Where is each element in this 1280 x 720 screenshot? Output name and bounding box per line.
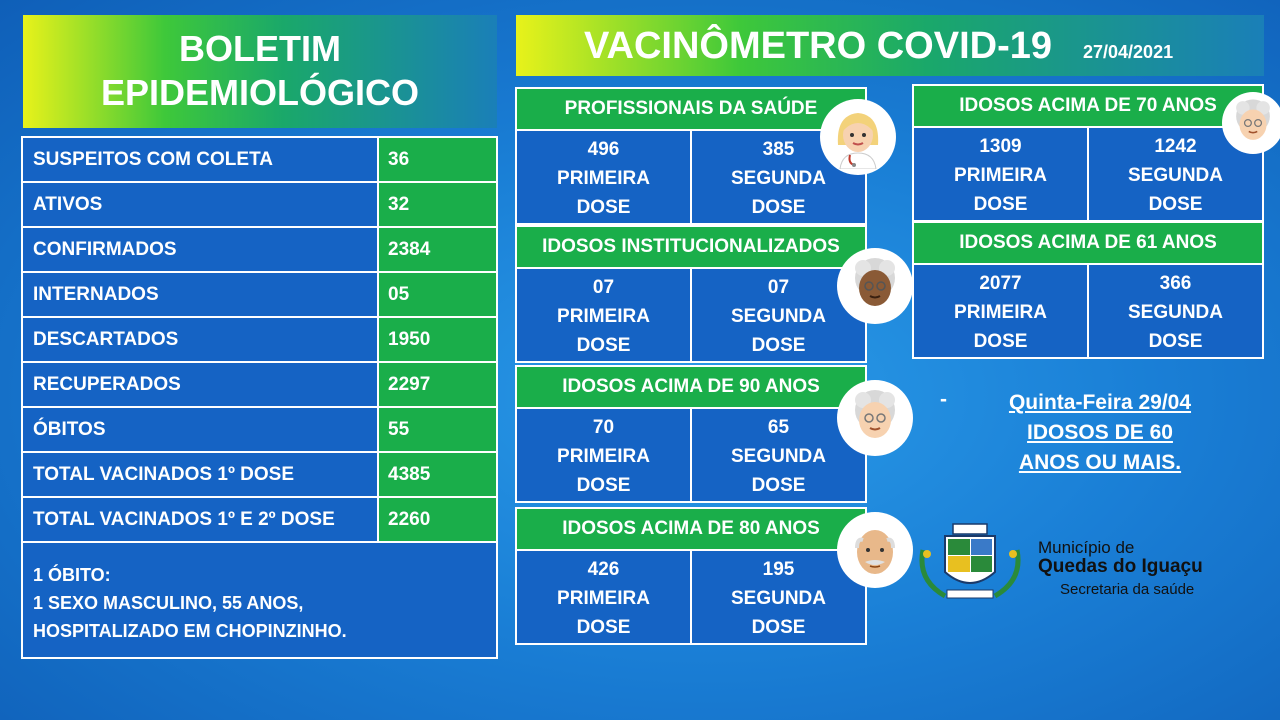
dose-label: DOSE [1148, 194, 1203, 215]
stat-value: 2260 [379, 498, 496, 541]
table-row [23, 228, 496, 273]
vaccine-group-acima-61 [912, 221, 1264, 359]
second-dose-count: 385 [762, 139, 795, 160]
epidemiological-table [21, 136, 498, 659]
stat-value: 32 [379, 183, 496, 226]
municipality-logo [915, 515, 1265, 605]
first-dose-count: 426 [587, 559, 620, 580]
first-dose-cell [914, 265, 1087, 357]
second-dose-label: SEGUNDA [730, 306, 826, 327]
logo-city-name: Quedas do Iguaçu [1038, 556, 1203, 577]
boletim-banner [23, 15, 497, 128]
first-dose-count: 70 [592, 417, 615, 438]
stat-value: 1950 [379, 318, 496, 361]
second-dose-cell [1087, 265, 1262, 357]
first-dose-cell [517, 269, 690, 361]
first-dose-label: PRIMEIRA [557, 446, 650, 467]
first-dose-cell [517, 409, 690, 501]
table-row [23, 363, 496, 408]
first-dose-label: PRIMEIRA [954, 165, 1047, 186]
first-dose-count: 1309 [979, 136, 1022, 157]
elderly-woman-icon [837, 380, 913, 456]
table-row [23, 498, 496, 543]
table-row [23, 453, 496, 498]
dose-label: DOSE [576, 335, 631, 356]
nurse-avatar-icon [820, 99, 896, 175]
table-row [23, 183, 496, 228]
elderly-woman-dark-icon [837, 248, 913, 324]
stat-label: ATIVOS [23, 183, 379, 226]
dose-label: DOSE [576, 197, 631, 218]
first-dose-label: PRIMEIRA [557, 588, 650, 609]
dose-label: DOSE [576, 475, 631, 496]
schedule-notice [940, 388, 1230, 478]
note-line2: 1 SEXO MASCULINO, 55 ANOS, [33, 593, 304, 613]
vaccine-group-title: PROFISSIONAIS DA SAÚDE [517, 89, 865, 131]
stat-value: 55 [379, 408, 496, 451]
coat-of-arms-icon [915, 520, 1025, 602]
second-dose-count: 1242 [1154, 136, 1197, 157]
schedule-line2: IDOSOS DE 60 [1027, 421, 1173, 444]
bullet-dash: - [940, 388, 947, 411]
schedule-line3: ANOS OU MAIS. [1018, 451, 1182, 474]
second-dose-label: SEGUNDA [730, 588, 826, 609]
second-dose-count: 65 [767, 417, 790, 438]
vacinometro-title: VACINÔMETRO COVID-19 [584, 25, 1053, 67]
stat-label: RECUPERADOS [23, 363, 379, 406]
note-line1: 1 ÓBITO: [33, 565, 111, 585]
dose-label: DOSE [576, 617, 631, 638]
elderly-woman-icon [1222, 92, 1280, 154]
vaccine-group-title: IDOSOS ACIMA DE 80 ANOS [517, 509, 865, 551]
stat-label: DESCARTADOS [23, 318, 379, 361]
vaccine-group-title: IDOSOS ACIMA DE 90 ANOS [517, 367, 865, 409]
first-dose-count: 2077 [979, 273, 1022, 294]
dose-label: DOSE [751, 617, 806, 638]
stat-value: 2297 [379, 363, 496, 406]
second-dose-count: 07 [767, 277, 790, 298]
schedule-line1: Quinta-Feira 29/04 [1008, 391, 1192, 414]
second-dose-label: SEGUNDA [730, 168, 826, 189]
boletim-title-line1: BOLETIM [179, 28, 341, 69]
first-dose-count: 496 [587, 139, 620, 160]
first-dose-cell [914, 128, 1087, 220]
vaccine-group-acima-70 [912, 84, 1264, 222]
dose-label: DOSE [751, 475, 806, 496]
vaccine-group-institucionalizados [515, 225, 867, 363]
first-dose-label: PRIMEIRA [954, 302, 1047, 323]
first-dose-cell [517, 131, 690, 223]
stat-label: ÓBITOS [23, 408, 379, 451]
first-dose-count: 07 [592, 277, 615, 298]
logo-department: Secretaria da saúde [1060, 581, 1195, 598]
first-dose-label: PRIMEIRA [557, 306, 650, 327]
stat-value: 36 [379, 138, 496, 181]
stat-label: INTERNADOS [23, 273, 379, 316]
second-dose-cell [690, 551, 865, 643]
note-line3: HOSPITALIZADO EM CHOPINZINHO. [33, 621, 347, 641]
stat-label: TOTAL VACINADOS 1º E 2º DOSE [23, 498, 379, 541]
stat-label: TOTAL VACINADOS 1º DOSE [23, 453, 379, 496]
dose-label: DOSE [751, 335, 806, 356]
stat-label: CONFIRMADOS [23, 228, 379, 271]
stat-value: 4385 [379, 453, 496, 496]
report-date: 27/04/2021 [1083, 42, 1174, 62]
logo-municipio-label: Município de [1038, 538, 1135, 557]
table-row [23, 273, 496, 318]
table-row [23, 408, 496, 453]
boletim-title-line2: EPIDEMIOLÓGICO [100, 72, 420, 113]
elderly-man-icon [837, 512, 913, 588]
dose-label: DOSE [751, 197, 806, 218]
vaccine-group-title: IDOSOS ACIMA DE 61 ANOS [914, 223, 1262, 265]
vaccine-group-acima-80 [515, 507, 867, 645]
vaccine-group-title: IDOSOS ACIMA DE 70 ANOS [914, 86, 1262, 128]
table-row [23, 318, 496, 363]
second-dose-label: SEGUNDA [1127, 302, 1223, 323]
table-row [23, 138, 496, 183]
death-note [23, 543, 496, 657]
vaccine-group-acima-90 [515, 365, 867, 503]
second-dose-label: SEGUNDA [730, 446, 826, 467]
stat-value: 2384 [379, 228, 496, 271]
second-dose-count: 195 [762, 559, 795, 580]
first-dose-cell [517, 551, 690, 643]
vacinometro-banner [516, 15, 1264, 76]
dose-label: DOSE [973, 194, 1028, 215]
vaccine-group-title: IDOSOS INSTITUCIONALIZADOS [517, 227, 865, 269]
stat-label: SUSPEITOS COM COLETA [23, 138, 379, 181]
first-dose-label: PRIMEIRA [557, 168, 650, 189]
second-dose-label: SEGUNDA [1127, 165, 1223, 186]
dose-label: DOSE [1148, 331, 1203, 352]
dose-label: DOSE [973, 331, 1028, 352]
second-dose-count: 366 [1159, 273, 1192, 294]
stat-value: 05 [379, 273, 496, 316]
vaccine-group-profissionais [515, 87, 867, 225]
